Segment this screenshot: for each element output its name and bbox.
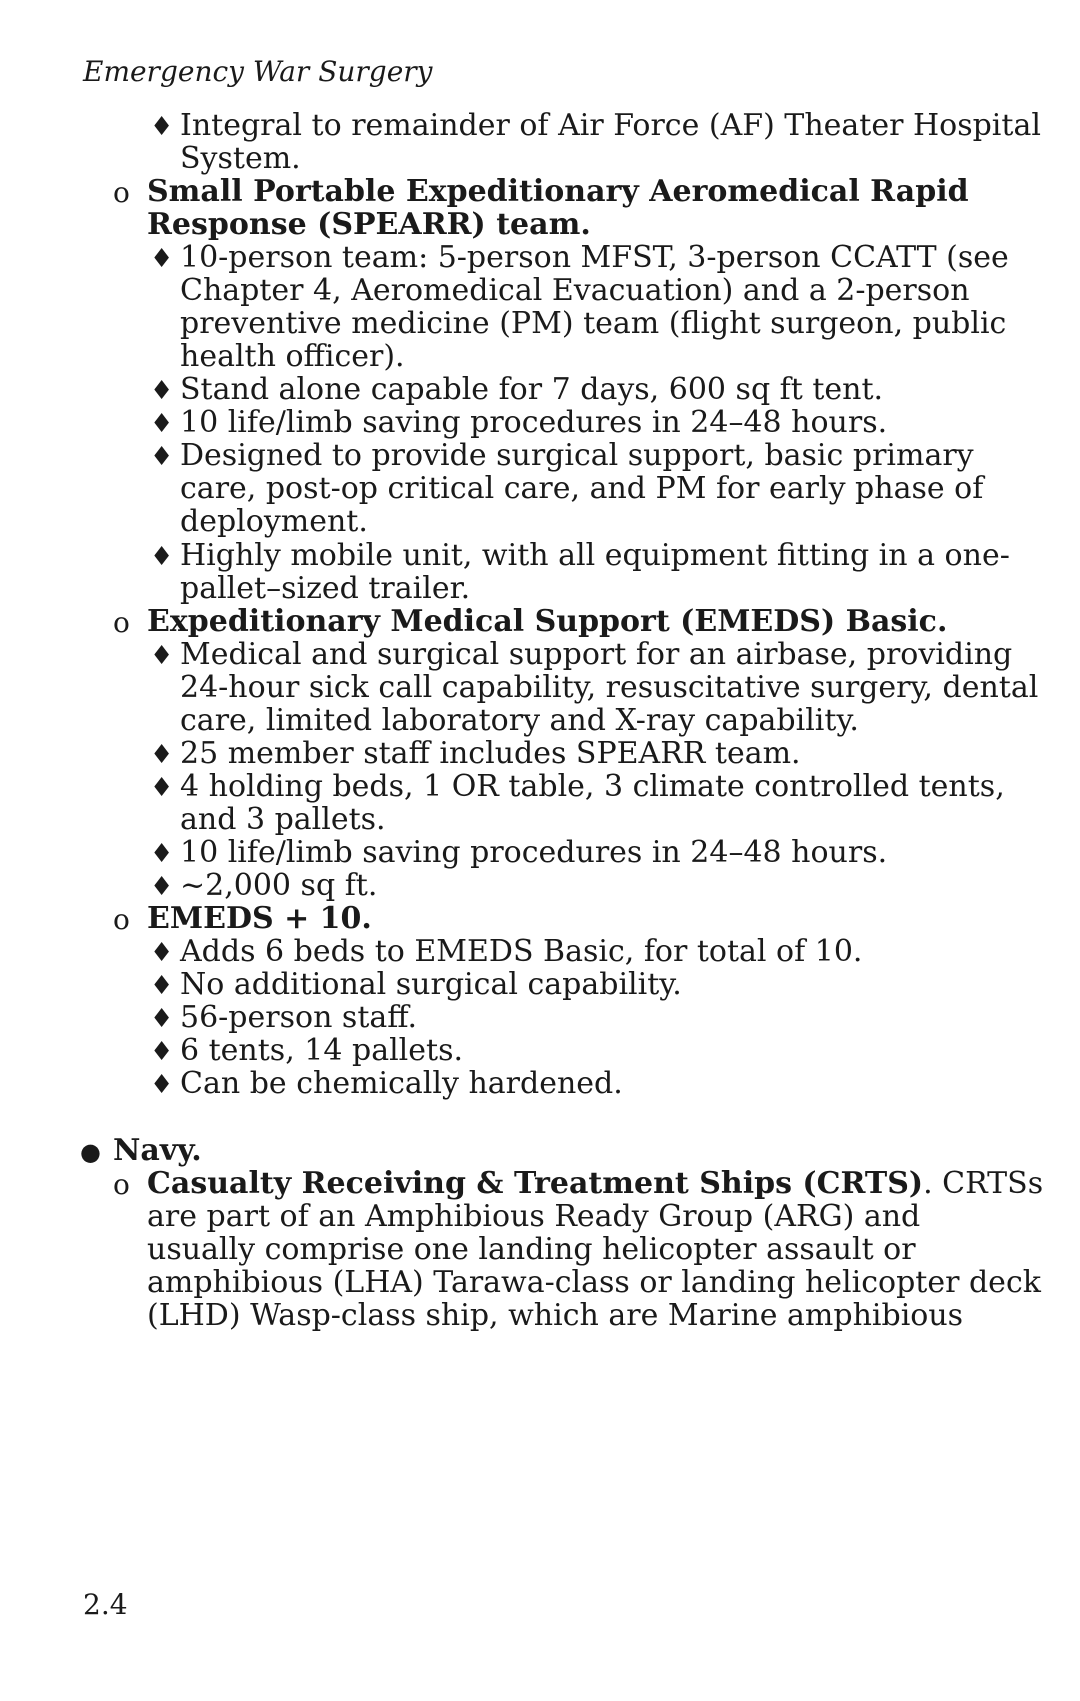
section-heading-line: Small Portable Expeditionary Aeromedical Rapid: [147, 174, 969, 209]
body-text-line: Highly mobile unit, with all equipment fitting in a one-: [180, 538, 1010, 573]
crts-heading-rest: . CRTSs: [923, 1166, 1044, 1201]
body-text-line: preventive medicine (PM) team (flight surgeon, public: [180, 306, 1007, 341]
body-text-line: System.: [180, 141, 301, 176]
body-text-line: health officer).: [180, 339, 405, 374]
body-text-line: Designed to provide surgical support, basic primary: [180, 438, 974, 473]
diamond-bullet-icon: ♦: [150, 938, 174, 968]
diamond-bullet-icon: ♦: [150, 1004, 174, 1034]
circle-bullet-icon: o: [113, 176, 130, 209]
body-text-line: 56-person staff.: [180, 1000, 418, 1035]
circle-bullet-icon: o: [113, 903, 130, 936]
body-text-line: 10 life/limb saving procedures in 24–48 hours.: [180, 405, 888, 440]
diamond-bullet-icon: ♦: [150, 376, 174, 406]
body-text-line: care, limited laboratory and X-ray capability.: [180, 703, 859, 738]
section-heading-line: Response (SPEARR) team.: [147, 207, 591, 242]
body-text-line: are part of an Amphibious Ready Group (ARG) and: [147, 1199, 921, 1234]
running-header: Emergency War Surgery: [83, 55, 433, 88]
body-text-line: 4 holding beds, 1 OR table, 3 climate controlled tents,: [180, 769, 1005, 804]
body-text-line: Stand alone capable for 7 days, 600 sq ft tent.: [180, 372, 884, 407]
body-text-line: 10-person team: 5-person MFST, 3-person CCATT (see: [180, 240, 1009, 275]
diamond-bullet-icon: ♦: [150, 839, 174, 869]
body-text-line: Chapter 4, Aeromedical Evacuation) and a 2-person: [180, 273, 970, 308]
dot-bullet-icon: ●: [80, 1138, 101, 1166]
body-text-line: Medical and surgical support for an airbase, providing: [180, 637, 1013, 672]
crts-heading-line: [147, 1166, 1044, 1202]
section-heading-line: Navy.: [113, 1133, 202, 1168]
circle-bullet-icon: o: [113, 1168, 130, 1201]
body-text-line: 24-hour sick call capability, resuscitative surgery, dental: [180, 670, 1039, 705]
body-text-line: Integral to remainder of Air Force (AF) Theater Hospital: [180, 108, 1041, 143]
diamond-bullet-icon: ♦: [150, 442, 174, 472]
body-text-line: 10 life/limb saving procedures in 24–48 hours.: [180, 835, 888, 870]
body-text-line: pallet–sized trailer.: [180, 571, 471, 606]
circle-bullet-icon: o: [113, 606, 130, 639]
diamond-bullet-icon: ♦: [150, 112, 174, 142]
page-number: 2.4: [83, 1588, 128, 1621]
body-text-line: 6 tents, 14 pallets.: [180, 1033, 464, 1068]
diamond-bullet-icon: ♦: [150, 542, 174, 572]
diamond-bullet-icon: ♦: [150, 971, 174, 1001]
diamond-bullet-icon: ♦: [150, 409, 174, 439]
body-text-line: and 3 pallets.: [180, 802, 386, 837]
diamond-bullet-icon: ♦: [150, 1070, 174, 1100]
body-text-line: 25 member staff includes SPEARR team.: [180, 736, 801, 771]
body-text-line: ~2,000 sq ft.: [180, 868, 378, 903]
diamond-bullet-icon: ♦: [150, 1037, 174, 1067]
body-text-line: Adds 6 beds to EMEDS Basic, for total of 10.: [180, 934, 863, 969]
diamond-bullet-icon: ♦: [150, 641, 174, 671]
diamond-bullet-icon: ♦: [150, 872, 174, 902]
body-text-line: Can be chemically hardened.: [180, 1066, 623, 1101]
body-text-line: deployment.: [180, 504, 368, 539]
body-text-line: No additional surgical capability.: [180, 967, 682, 1002]
body-text-line: usually comprise one landing helicopter assault or: [147, 1232, 916, 1267]
body-text-line: (LHD) Wasp-class ship, which are Marine amphibious: [147, 1298, 964, 1333]
diamond-bullet-icon: ♦: [150, 773, 174, 803]
body-text-line: amphibious (LHA) Tarawa-class or landing helicopter deck: [147, 1265, 1041, 1300]
body-text-line: care, post-op critical care, and PM for early phase of: [180, 471, 984, 506]
section-heading-line: Expeditionary Medical Support (EMEDS) Basic.: [147, 604, 948, 639]
section-heading-line: EMEDS + 10.: [147, 901, 372, 936]
diamond-bullet-icon: ♦: [150, 244, 174, 274]
diamond-bullet-icon: ♦: [150, 740, 174, 770]
crts-heading-bold: Casualty Receiving & Treatment Ships (CRTS): [147, 1166, 924, 1201]
